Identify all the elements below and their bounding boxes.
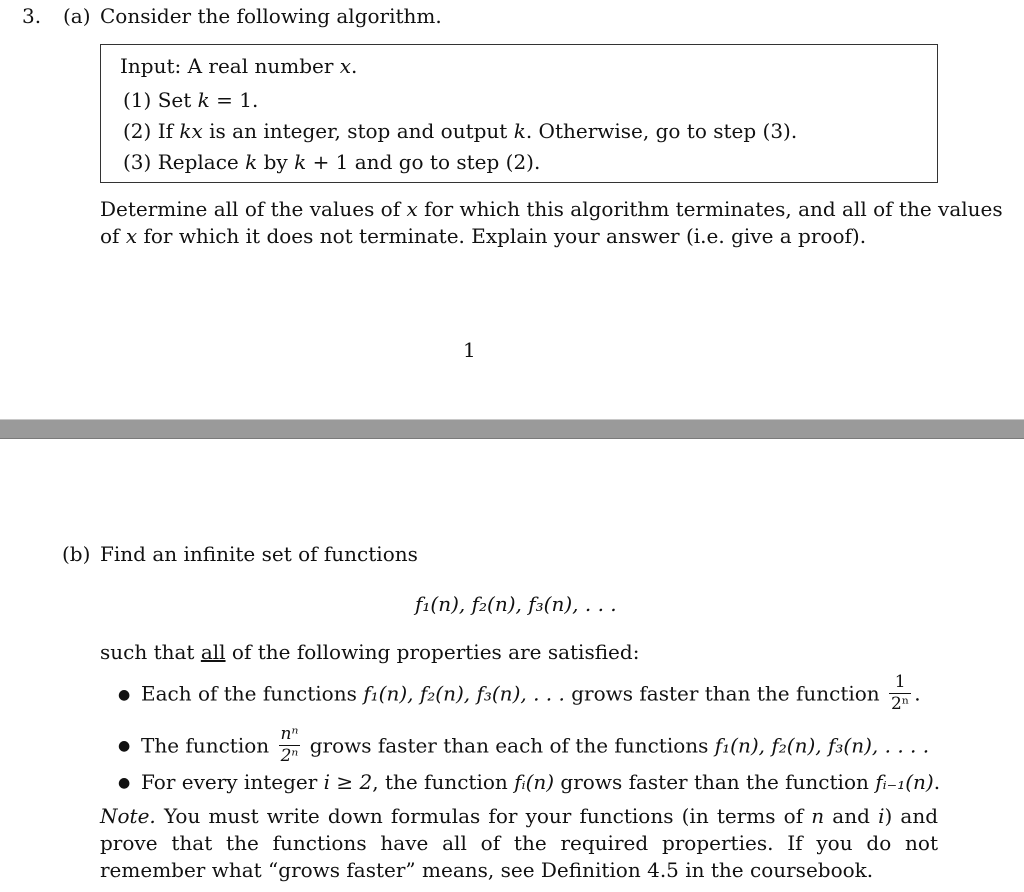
properties-intro: such that all of the following properties are satisfied: <box>100 640 640 664</box>
bullet-2-marker: ● <box>118 738 131 754</box>
note-paragraph: Note. You must write down formulas for your functions (in terms of n and i) and prove that the functions have all of the required properties. If you do not remember what “grows faster” means, see Definition 4.5 in the coursebook. <box>100 804 939 882</box>
fraction-one-over-two-pow-n: $\frac{1}{\text{2ⁿ}}$ <box>891 672 910 714</box>
algorithm-step-1: (1) Set k = 1. <box>123 88 259 112</box>
property-3: For every integer i ≥ 2, the function fᵢ(n) grows faster than the function fᵢ₋₁(n). <box>141 770 941 794</box>
algorithm-step-2: (2) If kx is an integer, stop and output k. Otherwise, go to step (3). <box>123 119 798 143</box>
question-number: 3. <box>22 4 42 28</box>
algorithm-box <box>100 44 938 183</box>
algorithm-input-line: Input: A real number x. <box>120 54 358 78</box>
part-a-paragraph-line-1: Determine all of the values of x for which this algorithm terminates, and all of the values <box>100 197 1003 221</box>
part-a-label: (a) <box>63 4 91 28</box>
part-a-title: Consider the following algorithm. <box>100 4 442 28</box>
part-a-paragraph-line-2: of x for which it does not terminate. Explain your answer (i.e. give a proof). <box>100 224 867 248</box>
page-number: 1 <box>463 338 476 362</box>
bullet-1-marker: ● <box>118 687 131 703</box>
function-sequence-formula: f₁(n), f₂(n), f₃(n), . . . <box>415 592 617 616</box>
page-divider <box>0 419 1024 439</box>
property-1: Each of the functions f₁(n), f₂(n), f₃(n), . . . grows faster than the function $\frac{1}{\text{2ⁿ}}$ . <box>141 672 921 714</box>
part-b-label: (b) <box>62 542 91 566</box>
part-b-title: Find an infinite set of functions <box>100 542 418 566</box>
bullet-3-marker: ● <box>118 775 131 791</box>
fraction-n-pow-n-over-two-pow-n: $\frac{\text{nⁿ}}{\text{2ⁿ}}$ <box>280 724 299 766</box>
property-2: The function $\frac{\text{nⁿ}}{\text{2ⁿ}}$ grows faster than each of the functions f₁(n), f₂(n), f₃(n), . . . . <box>141 724 930 766</box>
algorithm-step-3: (3) Replace k by k + 1 and go to step (2). <box>123 150 541 174</box>
